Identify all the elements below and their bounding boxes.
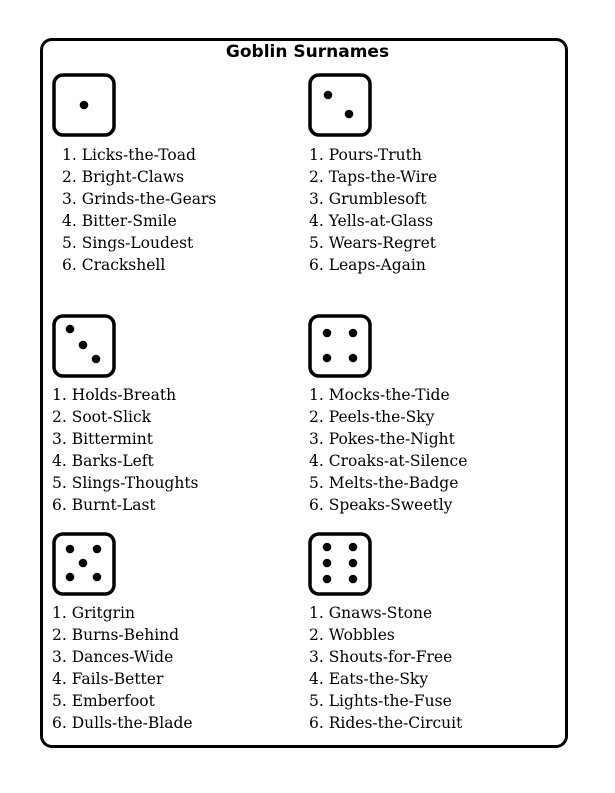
surname-list xyxy=(52,384,199,516)
list-item: 5. Sings-Loudest xyxy=(62,234,194,252)
list-item: 3. Bittermint xyxy=(52,430,153,448)
die-face-three-icon xyxy=(52,314,118,380)
list-item: 2. Soot-Slick xyxy=(52,408,152,426)
list-item: 3. Pokes-the-Night xyxy=(309,430,455,448)
list-item: 4. Eats-the-Sky xyxy=(309,670,429,688)
list-item: 4. Bitter-Smile xyxy=(62,212,177,230)
list-item: 5. Wears-Regret xyxy=(309,234,436,252)
surname-list xyxy=(308,144,437,276)
surname-table-die-5 xyxy=(52,532,193,734)
list-item: 5. Melts-the-Badge xyxy=(309,474,459,492)
die-face-five-icon xyxy=(52,532,118,598)
list-item: 4. Croaks-at-Silence xyxy=(309,452,468,470)
die-face-two-icon xyxy=(308,73,374,139)
list-item: 1. Gnaws-Stone xyxy=(309,604,433,622)
list-item: 5. Lights-the-Fuse xyxy=(309,692,452,710)
list-item: 6. Dulls-the-Blade xyxy=(52,714,193,732)
list-item: 1. Mocks-the-Tide xyxy=(309,386,450,404)
surname-table-die-2 xyxy=(308,73,437,276)
list-item: 2. Burns-Behind xyxy=(52,626,180,644)
list-item: 4. Fails-Better xyxy=(52,670,164,688)
list-item: 6. Burnt-Last xyxy=(52,496,156,514)
list-item: 5. Emberfoot xyxy=(52,692,155,710)
list-item: 5. Slings-Thoughts xyxy=(52,474,199,492)
list-item: 1. Holds-Breath xyxy=(52,386,177,404)
surname-list xyxy=(52,144,216,276)
list-item: 3. Dances-Wide xyxy=(52,648,174,666)
list-item: 6. Leaps-Again xyxy=(309,256,426,274)
list-item: 4. Yells-at-Glass xyxy=(309,212,434,230)
list-item: 6. Rides-the-Circuit xyxy=(309,714,463,732)
list-item: 3. Grumblesoft xyxy=(309,190,427,208)
list-item: 2. Bright-Claws xyxy=(62,168,185,186)
surname-table-die-1 xyxy=(52,73,216,276)
surname-table-die-6 xyxy=(308,532,462,734)
surname-table-die-3 xyxy=(52,314,199,516)
surname-table-die-4 xyxy=(308,314,467,516)
list-item: 2. Wobbles xyxy=(309,626,395,644)
surname-list xyxy=(308,602,462,734)
list-item: 1. Pours-Truth xyxy=(309,146,422,164)
list-item: 2. Taps-the-Wire xyxy=(309,168,438,186)
list-item: 4. Barks-Left xyxy=(52,452,154,470)
surname-list xyxy=(52,602,193,734)
list-item: 6. Crackshell xyxy=(62,256,166,274)
list-item: 1. Licks-the-Toad xyxy=(62,146,196,164)
list-item: 2. Peels-the-Sky xyxy=(309,408,435,426)
die-face-four-icon xyxy=(308,314,374,380)
list-item: 6. Speaks-Sweetly xyxy=(309,496,453,514)
die-face-six-icon xyxy=(308,532,374,598)
die-face-one-icon xyxy=(52,73,118,139)
list-item: 3. Grinds-the-Gears xyxy=(62,190,217,208)
list-item: 3. Shouts-for-Free xyxy=(309,648,453,666)
list-item: 1. Gritgrin xyxy=(52,604,135,622)
page-title: Goblin Surnames xyxy=(225,42,390,62)
surname-list xyxy=(308,384,467,516)
